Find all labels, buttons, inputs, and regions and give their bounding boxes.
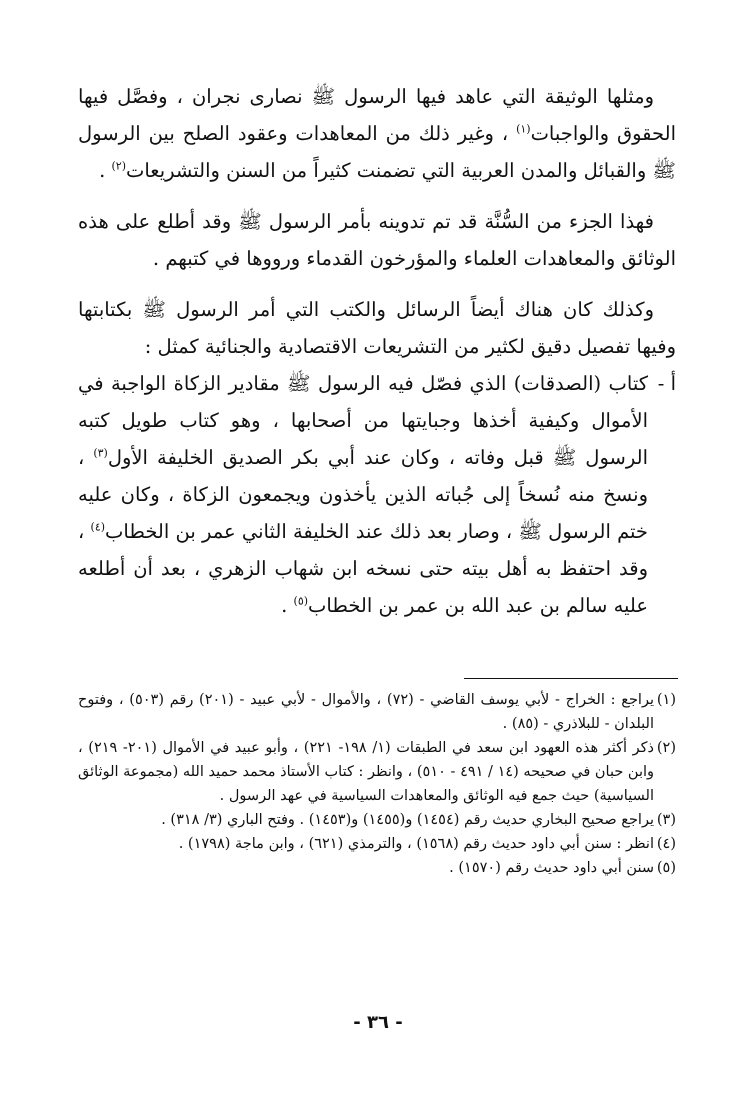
footnote-3 [78, 808, 676, 832]
list-item-text: . [281, 594, 294, 617]
list-item-a [78, 365, 676, 624]
footnote-1 [78, 688, 676, 736]
list-item-text: ، وقد احتفظ به أهل بيته حتى نسخه ابن شهاب الزهري ، بعد أن أطلعه عليه سالم بن عبد الله بن عمر بن الخطاب [78, 520, 648, 617]
paragraph-text: . [99, 159, 112, 182]
paragraph-2 [78, 203, 676, 277]
footnote-5 [78, 856, 676, 880]
paragraph-text: فهذا الجزء من السُّنَّة قد تم تدوينه بأمر الرسول ﷺ وقد أطلع على هذه الوثائق والمعاهدات العلماء والمؤرخون القدماء ورووها في كتبهم . [78, 210, 676, 270]
footnote-text: ذكر أكثر هذه العهود ابن سعد في الطبقات (١/ ١٩٨- ٢٢١) ، وأبو عبيد في الأموال (٢٠١- ٢١٩) ، وابن حبان في صحيحه (١٤ / ٤٩١ - ٥١٠) ، وانظر : كتاب الأستاذ محمد حميد الله (مجموعة الوثائق السياسية) حيث جمع فيه الوثائق والمعاهدات السياسية في عهد الرسول . [78, 740, 655, 804]
footnote-ref-3[interactable]: (٣) [93, 446, 108, 460]
list-item-text: كتاب (الصدقات) الذي فصّل فيه الرسول ﷺ مقادير الزكاة الواجبة في الأموال وكيفية أخذها وجبايتها من أصحابها ، وهو كتاب طويل كتبه الرسول ﷺ قبل وفاته ، وكان عند أبي بكر الصديق الخليفة الأول [78, 372, 648, 469]
footnote-4 [78, 832, 676, 856]
paragraph-text: ومثلها الوثيقة التي عاهد فيها الرسول ﷺ نصارى نجران ، وفصَّل فيها الحقوق والواجبات [78, 85, 676, 145]
page-body [78, 78, 676, 624]
footnote-separator [464, 678, 678, 679]
footnote-ref-4[interactable]: (٤) [90, 520, 106, 534]
paragraph-text: وكذلك كان هناك أيضاً الرسائل والكتب التي أمر الرسول ﷺ بكتابتها وفيها تفصيل دقيق لكثير من التشريعات الاقتصادية والجنائية كمثل : [78, 298, 676, 358]
footnote-text: يراجع صحيح البخاري حديث رقم (١٤٥٤) و(١٤٥٥) و(١٤٥٣) . وفتح الباري (٣/ ٣١٨) . [161, 812, 654, 828]
footnote-text: انظر : سنن أبي داود حديث رقم (١٥٦٨) ، والترمذي (٦٢١) ، وابن ماجة (١٧٩٨) . [178, 836, 654, 852]
footnote-number: (١) [656, 692, 676, 708]
list-marker: أ - [657, 372, 676, 395]
footnote-number: (٢) [656, 740, 677, 756]
footnote-number: (٣) [656, 812, 676, 828]
paragraph-text: ، وغير ذلك من المعاهدات وعقود الصلح بين الرسول ﷺ والقبائل والمدن العربية التي تضمنت كثيراً من السنن والتشريعات [78, 122, 676, 182]
paragraph-3 [78, 291, 676, 365]
footnote-ref-1[interactable]: (١) [516, 122, 531, 136]
footnote-text: سنن أبي داود حديث رقم (١٥٧٠) . [449, 860, 654, 876]
paragraph-1 [78, 78, 676, 189]
footnote-number: (٥) [656, 860, 676, 876]
footnotes [78, 688, 676, 880]
list-item-text: ، ونسخ منه نُسخاً إلى جُباته الذين يأخذون ويجمعون الزكاة ، وكان عليه ختم الرسول ﷺ ، وصار بعد ذلك عند الخليفة الثاني عمر بن الخطاب [78, 446, 648, 543]
footnote-text: يراجع : الخراج - لأبي يوسف القاضي - (٧٢) ، والأموال - لأبي عبيد - (٢٠١) رقم (٥٠٣) ، وفتوح البلدان - للبلاذري - (٨٥) . [78, 692, 654, 732]
footnote-2 [78, 736, 676, 808]
footnote-ref-2[interactable]: (٢) [111, 159, 126, 173]
footnote-number: (٤) [656, 836, 676, 852]
page-number: - ٣٦ - [353, 1012, 403, 1033]
footnote-ref-5[interactable]: (٥) [293, 594, 309, 608]
